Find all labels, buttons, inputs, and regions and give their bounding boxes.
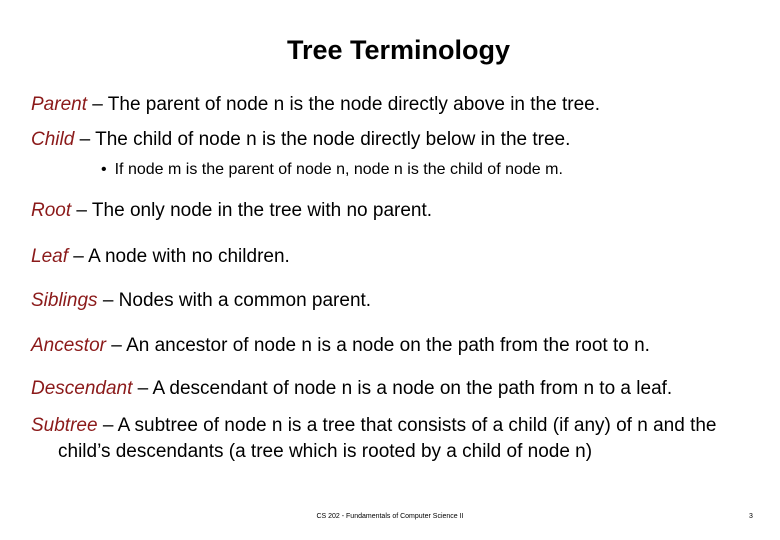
definition-text: A descendant of node n is a node on the path from n to a leaf. — [152, 378, 673, 399]
term-leaf: Leaf — [31, 246, 68, 267]
term-root: Root — [31, 200, 72, 221]
slide-title: Tree Terminology — [286, 35, 511, 65]
separator: – — [97, 290, 119, 311]
definition-text: A node with no children. — [88, 246, 290, 267]
definition-subtree-continued: child’s descendants (a tree which is rooted by a child of node n) — [58, 441, 593, 462]
term-child: Child — [31, 129, 75, 150]
separator: – — [74, 129, 96, 150]
definition-leaf — [31, 245, 290, 269]
definition-text: The parent of node n is the node directly above in the tree. — [107, 94, 600, 115]
definition-child — [31, 128, 570, 152]
definition-subtree — [31, 414, 716, 438]
slide-footer: CS 202 - Fundamentals of Computer Science II — [316, 513, 464, 520]
term-parent: Parent — [31, 94, 87, 115]
separator: – — [67, 246, 89, 267]
definition-text: The child of node n is the node directly below in the tree. — [95, 129, 571, 150]
separator: – — [86, 94, 108, 115]
definition-root — [31, 199, 432, 223]
bullet-text: If node m is the parent of node n, node n is the child of node m. — [114, 161, 563, 178]
separator: – — [132, 378, 153, 399]
term-ancestor: Ancestor — [31, 335, 106, 356]
term-descendant: Descendant — [31, 378, 133, 399]
page-number: 3 — [749, 513, 753, 520]
definition-text: The only node in the tree with no parent. — [91, 200, 433, 221]
definition-text: Nodes with a common parent. — [118, 290, 372, 311]
term-siblings: Siblings — [31, 290, 98, 311]
definition-siblings — [31, 289, 371, 313]
separator: – — [71, 200, 92, 221]
definition-descendant — [31, 377, 672, 401]
definition-parent — [31, 93, 600, 117]
separator: – — [105, 335, 127, 356]
term-subtree: Subtree — [31, 415, 98, 436]
definition-ancestor — [31, 334, 650, 358]
separator: – — [97, 415, 118, 436]
definition-text: A subtree of node n is a tree that consists of a child (if any) of n and the — [117, 415, 717, 436]
definition-text: An ancestor of node n is a node on the path from the root to n. — [126, 335, 650, 356]
child-bullet — [101, 159, 563, 181]
bullet-marker: • — [101, 161, 107, 178]
